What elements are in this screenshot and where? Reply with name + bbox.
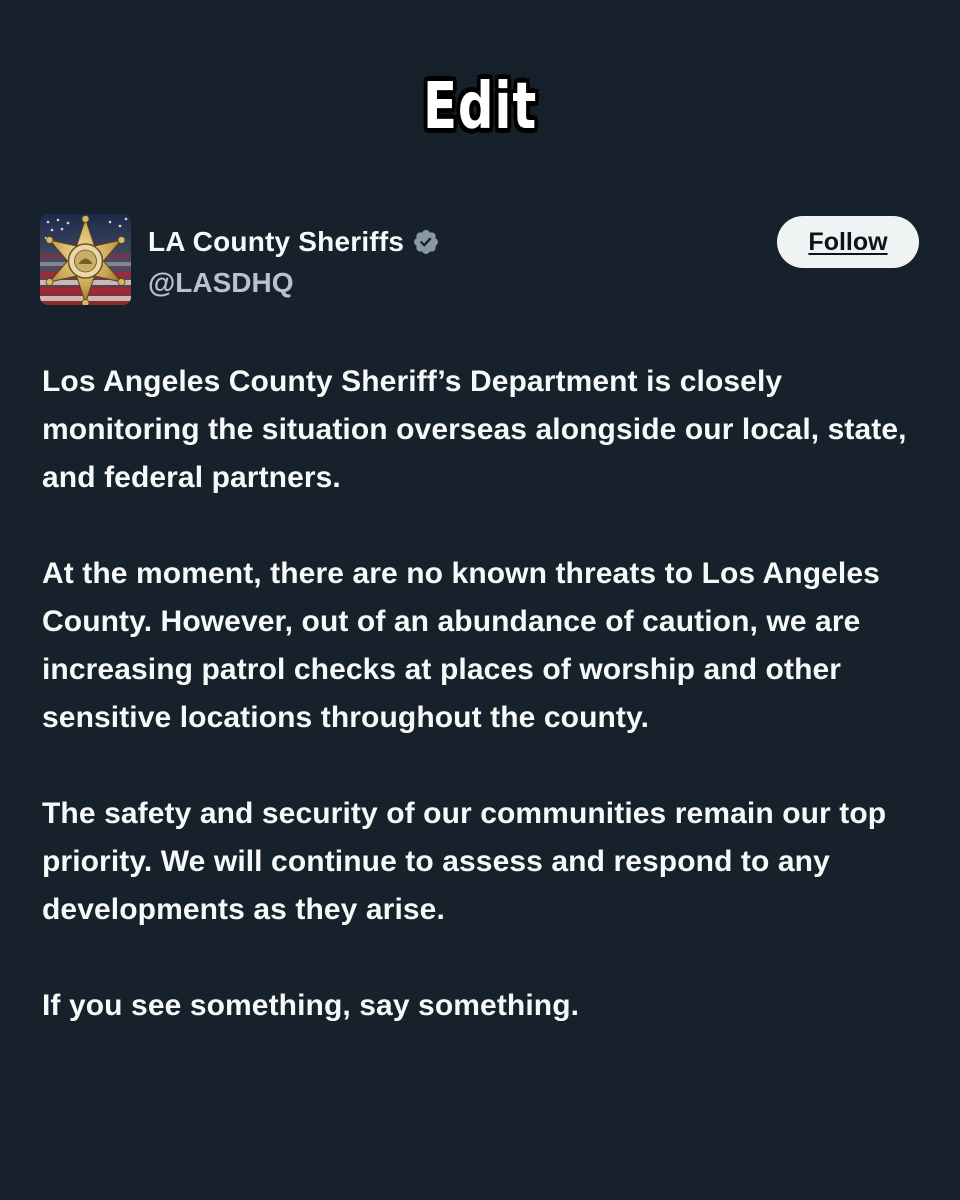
tweet-paragraph: The safety and security of our communities remain our top priority. We will continue to assess and respond to any developments as they arise. [42, 797, 887, 926]
sheriff-star-badge-icon [40, 214, 131, 305]
tweet-body [42, 358, 947, 1078]
display-name-row [148, 220, 440, 264]
user-handle[interactable]: @LASDHQ [148, 267, 294, 298]
tweet-paragraph: At the moment, there are no known threats to Los Angeles County. However, out of an abundance of caution, we are increasing patrol checks at places of worship and other sensitive locations throughout the county. [42, 557, 880, 734]
display-name[interactable]: LA County Sheriffs [148, 226, 405, 257]
tweet-paragraph: Los Angeles County Sheriff’s Department is closely monitoring the situation overseas alongside our local, state, and federal partners. [42, 365, 907, 494]
tweet-paragraph: If you see something, say something. [42, 989, 580, 1022]
follow-button[interactable]: Follow [777, 216, 919, 268]
tweet-card [28, 190, 960, 1200]
verified-badge-icon [412, 228, 440, 256]
user-info [148, 220, 440, 302]
page-caption: Edit [423, 70, 537, 144]
avatar[interactable] [40, 214, 131, 305]
